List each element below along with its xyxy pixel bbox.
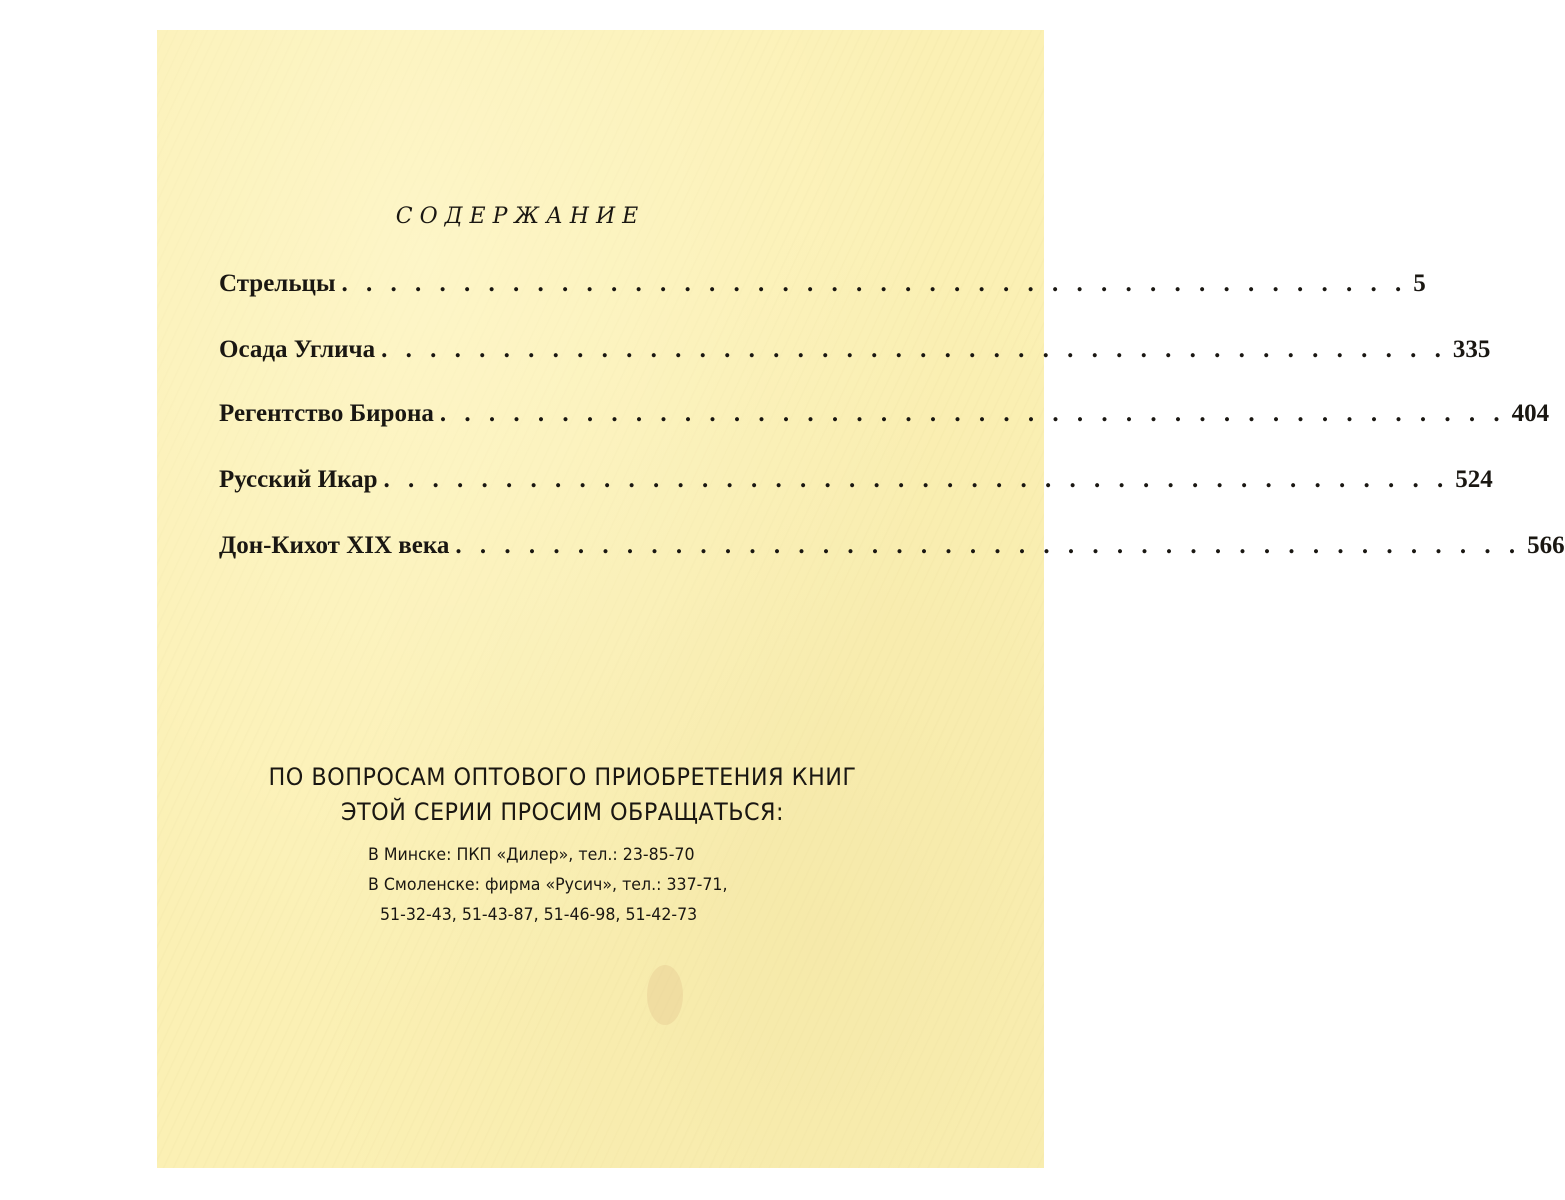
contact-line: В Смоленске: фирма «Русич», тел.: 337-71, <box>368 875 728 895</box>
toc-entry-title: Регентство Бирона <box>219 400 434 427</box>
toc-entry-title: Стрельцы <box>219 270 336 297</box>
toc-entry <box>219 270 1426 306</box>
toc-leader-dots: . . . . . . . . . . . . . . . . . . . . . . . . . . . . . . . . . . . . . . . . . . . . <box>455 532 1522 559</box>
paper-stain <box>647 965 683 1025</box>
toc-entry-title: Осада Углича <box>219 336 376 363</box>
toc-entry-page: 404 <box>1511 400 1550 427</box>
contact-line: В Минске: ПКП «Дилер», тел.: 23-85-70 <box>368 845 695 865</box>
wholesale-notice-line: ПО ВОПРОСАМ ОПТОВОГО ПРИОБРЕТЕНИЯ КНИГ <box>268 763 857 791</box>
toc-entry-title: Русский Икар <box>219 466 378 493</box>
toc-entry <box>219 532 1565 568</box>
toc-entry-page: 335 <box>1452 336 1491 363</box>
toc-leader-dots: . . . . . . . . . . . . . . . . . . . . . . . . . . . . . . . . . . . . . . . . . . . . <box>383 466 1450 493</box>
toc-entry <box>219 400 1550 436</box>
toc-heading: СОДЕРЖАНИЕ <box>395 204 646 229</box>
toc-entry-title: Дон-Кихот XIX века <box>219 532 450 559</box>
contact-line: 51-32-43, 51-43-87, 51-46-98, 51-42-73 <box>380 905 698 925</box>
book-page <box>157 30 1565 1168</box>
toc-leader-dots: . . . . . . . . . . . . . . . . . . . . . . . . . . . . . . . . . . . . . . . . . . . . <box>439 400 1506 427</box>
wholesale-notice-line: ЭТОЙ СЕРИИ ПРОСИМ ОБРАЩАТЬСЯ: <box>341 798 784 826</box>
toc-entry-page: 5 <box>1413 270 1426 297</box>
toc-entry <box>219 336 1491 372</box>
toc-leader-dots: . . . . . . . . . . . . . . . . . . . . . . . . . . . . . . . . . . . . . . . . . . . . <box>341 270 1408 297</box>
toc-entry <box>219 466 1493 502</box>
toc-leader-dots: . . . . . . . . . . . . . . . . . . . . . . . . . . . . . . . . . . . . . . . . . . . . <box>381 336 1447 363</box>
toc-entry-page: 524 <box>1455 466 1493 493</box>
toc-entry-page: 566 <box>1527 532 1565 559</box>
